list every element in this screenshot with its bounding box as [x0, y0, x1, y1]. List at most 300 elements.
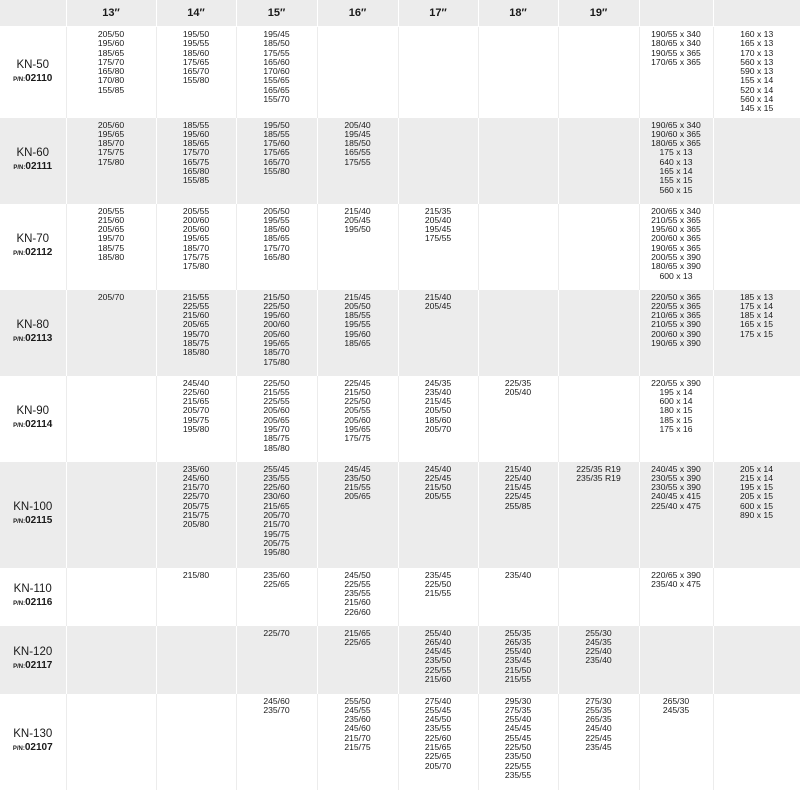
header-cell-18-inch: 18″ — [478, 0, 558, 27]
size-cell — [558, 626, 639, 694]
tire-size: 215/50 — [504, 664, 532, 675]
size-cell — [236, 462, 317, 568]
size-cell — [558, 568, 639, 626]
tire-size: 185/80 — [97, 251, 125, 262]
tire-size: 225/35 R19 — [576, 463, 621, 474]
tire-size: 200/55 x 390 — [651, 251, 701, 262]
tire-size: 195/65 — [263, 337, 290, 348]
tire-size: 235/70 — [263, 704, 290, 715]
size-cell — [236, 376, 317, 462]
part-number-prefix: P/N: — [13, 423, 26, 429]
tire-size: 185 x 15 — [659, 414, 693, 425]
model-cell — [0, 626, 66, 694]
tire-size: 200/60 x 365 — [651, 233, 701, 244]
tire-size: 215/35 — [424, 205, 452, 216]
tire-size: 215 x 14 — [740, 472, 773, 483]
size-cell — [317, 376, 398, 462]
tire-size: 180/65 x 365 — [651, 138, 701, 149]
tire-size: 205/50 — [97, 29, 125, 39]
tire-size: 205/60 — [263, 328, 290, 339]
size-cell — [713, 27, 800, 118]
size-cell — [478, 694, 558, 790]
tire-size: 175/80 — [182, 261, 210, 272]
tire-size: 225/70 — [263, 627, 290, 638]
tire-size: 245/45 — [344, 463, 371, 474]
tire-size: 175/75 — [344, 433, 371, 444]
tire-size: 185/65 — [344, 337, 371, 348]
tire-size: 275/35 — [504, 704, 532, 715]
tire-size: 205/55 — [182, 205, 210, 216]
header-cell-16-inch: 16″ — [317, 0, 398, 27]
tire-size: 275/40 — [424, 695, 452, 706]
tire-size: 195 x 15 — [740, 482, 773, 493]
tire-size: 640 x 13 — [659, 156, 693, 167]
tire-size: 175/70 — [182, 147, 210, 158]
tire-size: 185/70 — [97, 138, 125, 149]
tire-size: 185/55 — [344, 310, 371, 321]
tire-size: 245/35 — [424, 377, 452, 388]
tire-size: 205/70 — [424, 423, 452, 434]
size-cell — [156, 694, 236, 790]
tire-size: 195/75 — [263, 528, 290, 539]
tire-size: 215/40 — [424, 291, 452, 302]
size-cell — [639, 27, 713, 118]
size-cell — [713, 290, 800, 376]
size-cell — [156, 204, 236, 290]
tire-size: 205 x 15 — [740, 491, 773, 502]
tire-size: 185/60 — [424, 414, 452, 425]
tire-size: 225/55 — [504, 760, 532, 771]
tire-size: 225/40 — [504, 472, 532, 483]
tire-size: 195/45 — [344, 128, 371, 139]
tire-size: 190/65 x 365 — [651, 242, 701, 253]
tire-size: 235/40 — [504, 569, 532, 580]
tire-size: 265/35 — [504, 636, 532, 647]
part-number-prefix: P/N: — [13, 664, 26, 670]
tire-size: 185/75 — [182, 337, 210, 348]
tire-size: 210/55 x 390 — [651, 319, 701, 330]
tire-size: 235/45 — [424, 569, 452, 580]
size-cell — [639, 568, 713, 626]
tire-size: 195/60 — [97, 38, 125, 49]
model-cell — [0, 568, 66, 626]
tire-size: 190/65 x 340 — [651, 119, 701, 130]
tire-size: 175/65 — [182, 56, 210, 67]
tire-size: 185/70 — [263, 347, 290, 358]
tire-size: 890 x 15 — [740, 509, 773, 520]
size-cell — [156, 376, 236, 462]
tire-size: 255/40 — [504, 646, 532, 657]
size-cell — [66, 376, 156, 462]
size-cell — [156, 290, 236, 376]
header-row — [0, 0, 800, 27]
tire-size: 255/30 — [585, 627, 612, 638]
size-cell — [713, 204, 800, 290]
part-number-prefix: P/N: — [13, 601, 26, 607]
size-cell — [558, 27, 639, 118]
size-cell — [478, 290, 558, 376]
tire-size: 215/55 — [263, 386, 290, 397]
table-row — [0, 462, 800, 568]
table-row — [0, 204, 800, 290]
tire-size: 225/60 — [424, 732, 452, 743]
tire-size: 185/55 — [263, 128, 290, 139]
model-name: KN-130 — [13, 728, 53, 740]
part-number — [0, 246, 66, 261]
tire-size: 245/35 — [662, 704, 690, 715]
part-number-value: 02113 — [25, 333, 53, 344]
size-cell — [156, 462, 236, 568]
part-number — [0, 659, 66, 674]
tire-size: 255/40 — [424, 627, 452, 638]
tire-size: 225/65 — [263, 578, 290, 589]
tire-size: 220/55 x 365 — [651, 300, 701, 311]
header-cell-14-inch: 14″ — [156, 0, 236, 27]
tire-size: 215/45 — [424, 396, 452, 407]
tire-size: 205/55 — [344, 405, 371, 416]
model-cell — [0, 694, 66, 790]
header-cell-13-inch: 13″ — [66, 0, 156, 27]
tire-size: 175/65 — [263, 147, 290, 158]
tire-size: 205/60 — [97, 119, 125, 130]
size-cell — [66, 694, 156, 790]
tire-size: 195/55 — [263, 214, 290, 225]
tire-size: 185 x 13 — [740, 291, 773, 302]
tire-size: 215/50 — [263, 291, 290, 302]
size-cell — [639, 376, 713, 462]
tire-size: 215/50 — [424, 482, 452, 493]
size-cell — [713, 118, 800, 204]
part-number — [0, 332, 66, 347]
size-cell — [713, 626, 800, 694]
tire-size: 235/40 x 475 — [651, 578, 701, 589]
tire-size: 195/50 — [344, 224, 371, 235]
tire-size: 245/60 — [344, 723, 371, 734]
size-cell — [66, 626, 156, 694]
tire-size: 175/70 — [263, 242, 290, 253]
part-number-prefix: P/N: — [13, 76, 26, 83]
size-cell — [317, 626, 398, 694]
tire-size: 195/50 — [263, 119, 290, 130]
tire-size: 165/60 — [263, 56, 290, 67]
tire-size: 215/80 — [182, 569, 210, 580]
tire-size: 235/35 R19 — [576, 472, 621, 483]
size-cell — [713, 694, 800, 790]
tire-size: 195/60 — [182, 128, 210, 139]
tire-size: 205/45 — [424, 300, 452, 311]
tire-size: 215/45 — [344, 291, 371, 302]
tire-size: 185/65 — [97, 47, 125, 58]
tire-size: 180/65 x 390 — [651, 261, 701, 272]
tire-size: 205/45 — [344, 214, 371, 225]
tire-size: 225/50 — [504, 741, 532, 752]
tire-size: 165/80 — [263, 251, 290, 262]
table-row — [0, 27, 800, 118]
size-cell — [317, 462, 398, 568]
tire-size: 225/65 — [424, 751, 452, 762]
size-cell — [236, 568, 317, 626]
tire-size: 175 x 13 — [659, 147, 693, 158]
part-number-prefix: P/N: — [13, 519, 26, 525]
size-cell — [398, 568, 478, 626]
tire-size: 600 x 15 — [740, 500, 773, 511]
tire-size: 190/55 x 340 — [651, 29, 701, 39]
tire-size: 175/55 — [424, 233, 452, 244]
size-cell — [398, 27, 478, 118]
model-cell — [0, 118, 66, 204]
size-cell — [558, 462, 639, 568]
size-cell — [317, 568, 398, 626]
tire-size: 226/60 — [344, 606, 371, 617]
tire-size: 185/75 — [97, 242, 125, 253]
size-cell — [156, 626, 236, 694]
size-cell — [478, 568, 558, 626]
tire-size: 175 x 14 — [740, 300, 773, 311]
tire-size: 210/55 x 365 — [651, 214, 701, 225]
tire-size: 205/50 — [424, 405, 452, 416]
tire-size: 255/85 — [504, 500, 532, 511]
tire-size: 175/80 — [263, 356, 290, 367]
tire-size: 195/45 — [424, 224, 452, 235]
tire-size: 185/80 — [182, 347, 210, 358]
model-name: KN-90 — [16, 405, 50, 417]
tire-size: 255/45 — [263, 463, 290, 474]
size-cell — [236, 204, 317, 290]
tire-size: 185/60 — [263, 224, 290, 235]
tire-size: 215/55 — [424, 588, 452, 599]
tire-size: 205/40 — [344, 119, 371, 130]
tire-size: 155/85 — [97, 84, 125, 95]
table-body — [0, 27, 800, 790]
tire-size: 235/50 — [424, 655, 452, 666]
part-number — [0, 418, 66, 433]
size-cell — [317, 204, 398, 290]
header-cell-model — [0, 0, 66, 27]
tire-size: 165/55 — [344, 147, 371, 158]
tire-size: 600 x 13 — [659, 270, 693, 281]
tire-size: 245/40 — [182, 377, 210, 388]
tire-size: 205/50 — [344, 300, 371, 311]
tire-size: 255/35 — [585, 704, 612, 715]
tire-size: 210/65 x 365 — [651, 310, 701, 321]
tire-size: 185/75 — [263, 433, 290, 444]
tire-size: 215/50 — [344, 386, 371, 397]
tire-size: 185/55 — [182, 119, 210, 130]
model-cell — [0, 27, 66, 118]
size-cell — [639, 694, 713, 790]
tire-size: 205/65 — [263, 414, 290, 425]
tire-size: 560 x 14 — [740, 94, 774, 105]
tire-size: 205/70 — [424, 760, 452, 771]
tire-size: 170/80 — [97, 75, 125, 86]
tire-size: 185/80 — [263, 442, 290, 453]
table-row — [0, 626, 800, 694]
tire-size: 195/70 — [182, 328, 210, 339]
size-cell — [156, 27, 236, 118]
tire-size: 165/80 — [97, 66, 125, 77]
tire-size: 245/55 — [344, 704, 371, 715]
tire-size: 255/35 — [504, 627, 532, 638]
tire-size: 195/65 — [97, 128, 125, 139]
tire-size: 225/50 — [263, 377, 290, 388]
size-cell — [66, 290, 156, 376]
tire-size: 245/35 — [585, 636, 612, 647]
tire-size: 225/55 — [182, 300, 210, 311]
tire-size: 205/60 — [182, 224, 210, 235]
tire-size: 235/40 — [585, 655, 612, 666]
table-row — [0, 376, 800, 462]
size-cell — [66, 204, 156, 290]
size-cell — [66, 118, 156, 204]
header-cell-metric — [639, 0, 713, 27]
tire-size: 215/65 — [344, 627, 371, 638]
part-number — [0, 596, 66, 611]
tire-size: 180 x 15 — [659, 405, 693, 416]
part-number — [0, 72, 66, 87]
tire-size: 235/60 — [182, 463, 210, 474]
tire-size: 235/55 — [263, 472, 290, 483]
table-row — [0, 568, 800, 626]
tire-size: 220/50 x 365 — [651, 291, 701, 302]
header-cell-17-inch: 17″ — [398, 0, 478, 27]
size-cell — [713, 568, 800, 626]
tire-size: 245/45 — [424, 646, 452, 657]
tire-size: 215/60 — [182, 310, 210, 321]
part-number — [0, 160, 66, 175]
tire-size: 195 x 14 — [659, 386, 693, 397]
tire-size: 225/70 — [182, 491, 210, 502]
tire-size: 225/50 — [424, 578, 452, 589]
tire-size: 165 x 15 — [740, 319, 773, 330]
tire-size: 165 x 14 — [659, 165, 693, 176]
tire-size: 225/40 x 475 — [651, 500, 701, 511]
size-cell — [639, 204, 713, 290]
tire-size: 195/80 — [263, 547, 290, 558]
size-cell — [478, 27, 558, 118]
tire-size: 215/65 — [424, 741, 452, 752]
tire-size: 240/45 x 415 — [651, 491, 701, 502]
tire-size: 205/60 — [263, 405, 290, 416]
size-cell — [558, 376, 639, 462]
tire-size: 195/75 — [182, 414, 210, 425]
tire-size: 215/60 — [424, 673, 452, 684]
model-name: KN-70 — [16, 233, 50, 245]
tire-size: 235/45 — [585, 741, 612, 752]
size-cell — [639, 290, 713, 376]
tire-size: 520 x 14 — [740, 84, 774, 95]
part-number-prefix: P/N: — [13, 165, 26, 171]
tire-size: 220/65 x 390 — [651, 569, 701, 580]
tire-size: 235/60 — [263, 569, 290, 580]
tire-size: 155 x 14 — [740, 75, 774, 86]
size-cell — [639, 118, 713, 204]
tire-size: 205/40 — [424, 214, 452, 225]
tire-size: 165 x 13 — [740, 38, 774, 49]
tire-size: 225/45 — [504, 491, 532, 502]
tire-size: 145 x 15 — [740, 103, 774, 114]
tire-size: 195/45 — [263, 29, 290, 39]
size-cell — [236, 290, 317, 376]
tire-size: 175/70 — [97, 56, 125, 67]
size-cell — [236, 694, 317, 790]
tire-size: 205/75 — [263, 537, 290, 548]
tire-size: 215/70 — [182, 482, 210, 493]
tire-size: 240/45 x 390 — [651, 463, 701, 474]
tire-size: 245/60 — [263, 695, 290, 706]
tire-size: 155 x 15 — [659, 175, 693, 186]
tire-size: 205/75 — [182, 500, 210, 511]
tire-size: 195/65 — [182, 233, 210, 244]
part-number — [0, 741, 66, 756]
part-number-value: 02110 — [25, 72, 53, 84]
tire-size: 225/50 — [344, 396, 371, 407]
tire-size: 230/60 — [263, 491, 290, 502]
tire-size: 175/80 — [97, 156, 125, 167]
tire-size: 175/75 — [97, 147, 125, 158]
tire-size: 225/40 — [585, 646, 612, 657]
size-cell — [398, 626, 478, 694]
tire-size: 215/55 — [182, 291, 210, 302]
size-cell — [236, 118, 317, 204]
part-number-value: 02111 — [25, 161, 53, 172]
tire-size: 225/45 — [424, 472, 452, 483]
size-cell — [639, 462, 713, 568]
size-cell — [478, 376, 558, 462]
part-number-prefix: P/N: — [13, 251, 26, 257]
tire-size: 600 x 14 — [659, 396, 693, 407]
tire-size: 255/50 — [344, 695, 371, 706]
tire-size: 165/70 — [182, 66, 210, 77]
tire-size: 205/55 — [424, 491, 452, 502]
tire-size: 220/55 x 390 — [651, 377, 701, 388]
tire-size: 235/40 — [424, 386, 452, 397]
size-cell — [66, 462, 156, 568]
tire-size: 230/55 x 390 — [651, 472, 701, 483]
size-cell — [639, 626, 713, 694]
tire-size: 185/50 — [344, 138, 371, 149]
tire-size: 225/35 — [504, 377, 532, 388]
tire-size: 170/65 x 365 — [651, 56, 701, 67]
tire-size: 205/80 — [182, 519, 210, 530]
tire-size: 185/70 — [182, 242, 210, 253]
tire-size: 205/55 — [97, 205, 125, 216]
tire-size: 195/55 — [182, 38, 210, 49]
tire-size: 245/40 — [585, 723, 612, 734]
tire-size: 180/65 x 340 — [651, 38, 701, 49]
tire-size: 165/75 — [182, 156, 210, 167]
tire-size: 195/60 — [344, 328, 371, 339]
tire-size: 205/70 — [263, 509, 290, 520]
tire-size: 165/65 — [263, 84, 290, 95]
size-cell — [478, 462, 558, 568]
size-cell — [558, 204, 639, 290]
tire-size: 195/80 — [182, 423, 210, 434]
tire-size: 295/30 — [504, 695, 532, 706]
tire-size: 185/60 — [182, 47, 210, 58]
tire-size: 155/70 — [263, 94, 290, 105]
tire-size: 215/60 — [344, 597, 371, 608]
tire-size: 190/55 x 365 — [651, 47, 701, 58]
tire-size: 195/50 — [182, 29, 210, 39]
part-number — [0, 514, 66, 529]
tire-size: 265/30 — [662, 695, 690, 706]
part-number-value: 02112 — [25, 247, 53, 258]
size-cell — [66, 27, 156, 118]
table-row — [0, 694, 800, 790]
tire-size: 245/40 — [424, 463, 452, 474]
size-cell — [398, 694, 478, 790]
tire-size: 255/45 — [424, 704, 452, 715]
